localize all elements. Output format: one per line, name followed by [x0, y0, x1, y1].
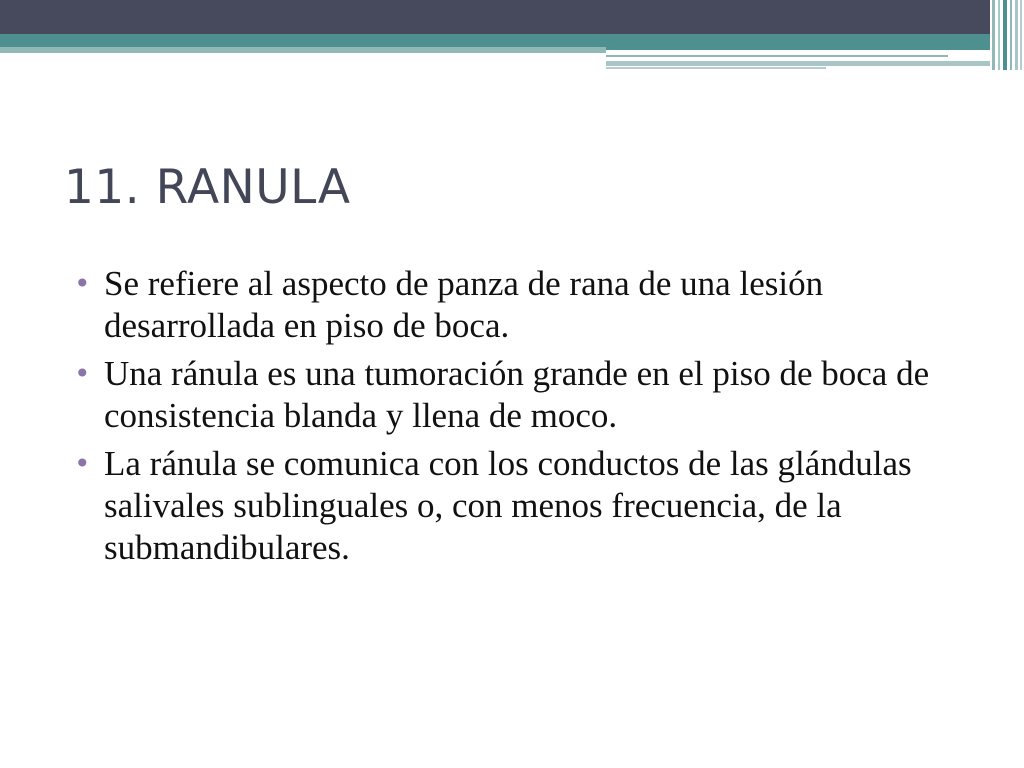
- bullet-text: Se refiere al aspecto de panza de rana de una lesión desarrollada en piso de boca.: [104, 264, 824, 345]
- bullet-item: [74, 353, 974, 437]
- header-line: [606, 61, 990, 66]
- header-line: [606, 55, 948, 57]
- header-line: [606, 47, 990, 50]
- header-line: [606, 67, 826, 69]
- bullet-dot-icon: •: [74, 357, 91, 390]
- bullet-dot-icon: •: [74, 267, 91, 300]
- header-light-bar: [0, 47, 606, 53]
- bullet-item: [74, 443, 974, 569]
- bullet-item: [74, 263, 974, 347]
- bullet-text: La ránula se comunica con los conductos de las glándulas salivales sublinguales o, con menos frecuencia, de la submandibulares.: [104, 444, 912, 567]
- header-teal-bar: [0, 34, 990, 47]
- header-dark-bar: [0, 0, 990, 34]
- bullet-list: [74, 263, 974, 575]
- bullet-dot-icon: •: [74, 447, 91, 480]
- header-vertical-stripes: [990, 0, 1024, 70]
- bullet-text: Una ránula es una tumoración grande en el piso de boca de consistencia blanda y llena de moco.: [104, 354, 930, 435]
- header-decoration: [0, 0, 1024, 70]
- slide-title: 11. RANULA: [64, 160, 351, 215]
